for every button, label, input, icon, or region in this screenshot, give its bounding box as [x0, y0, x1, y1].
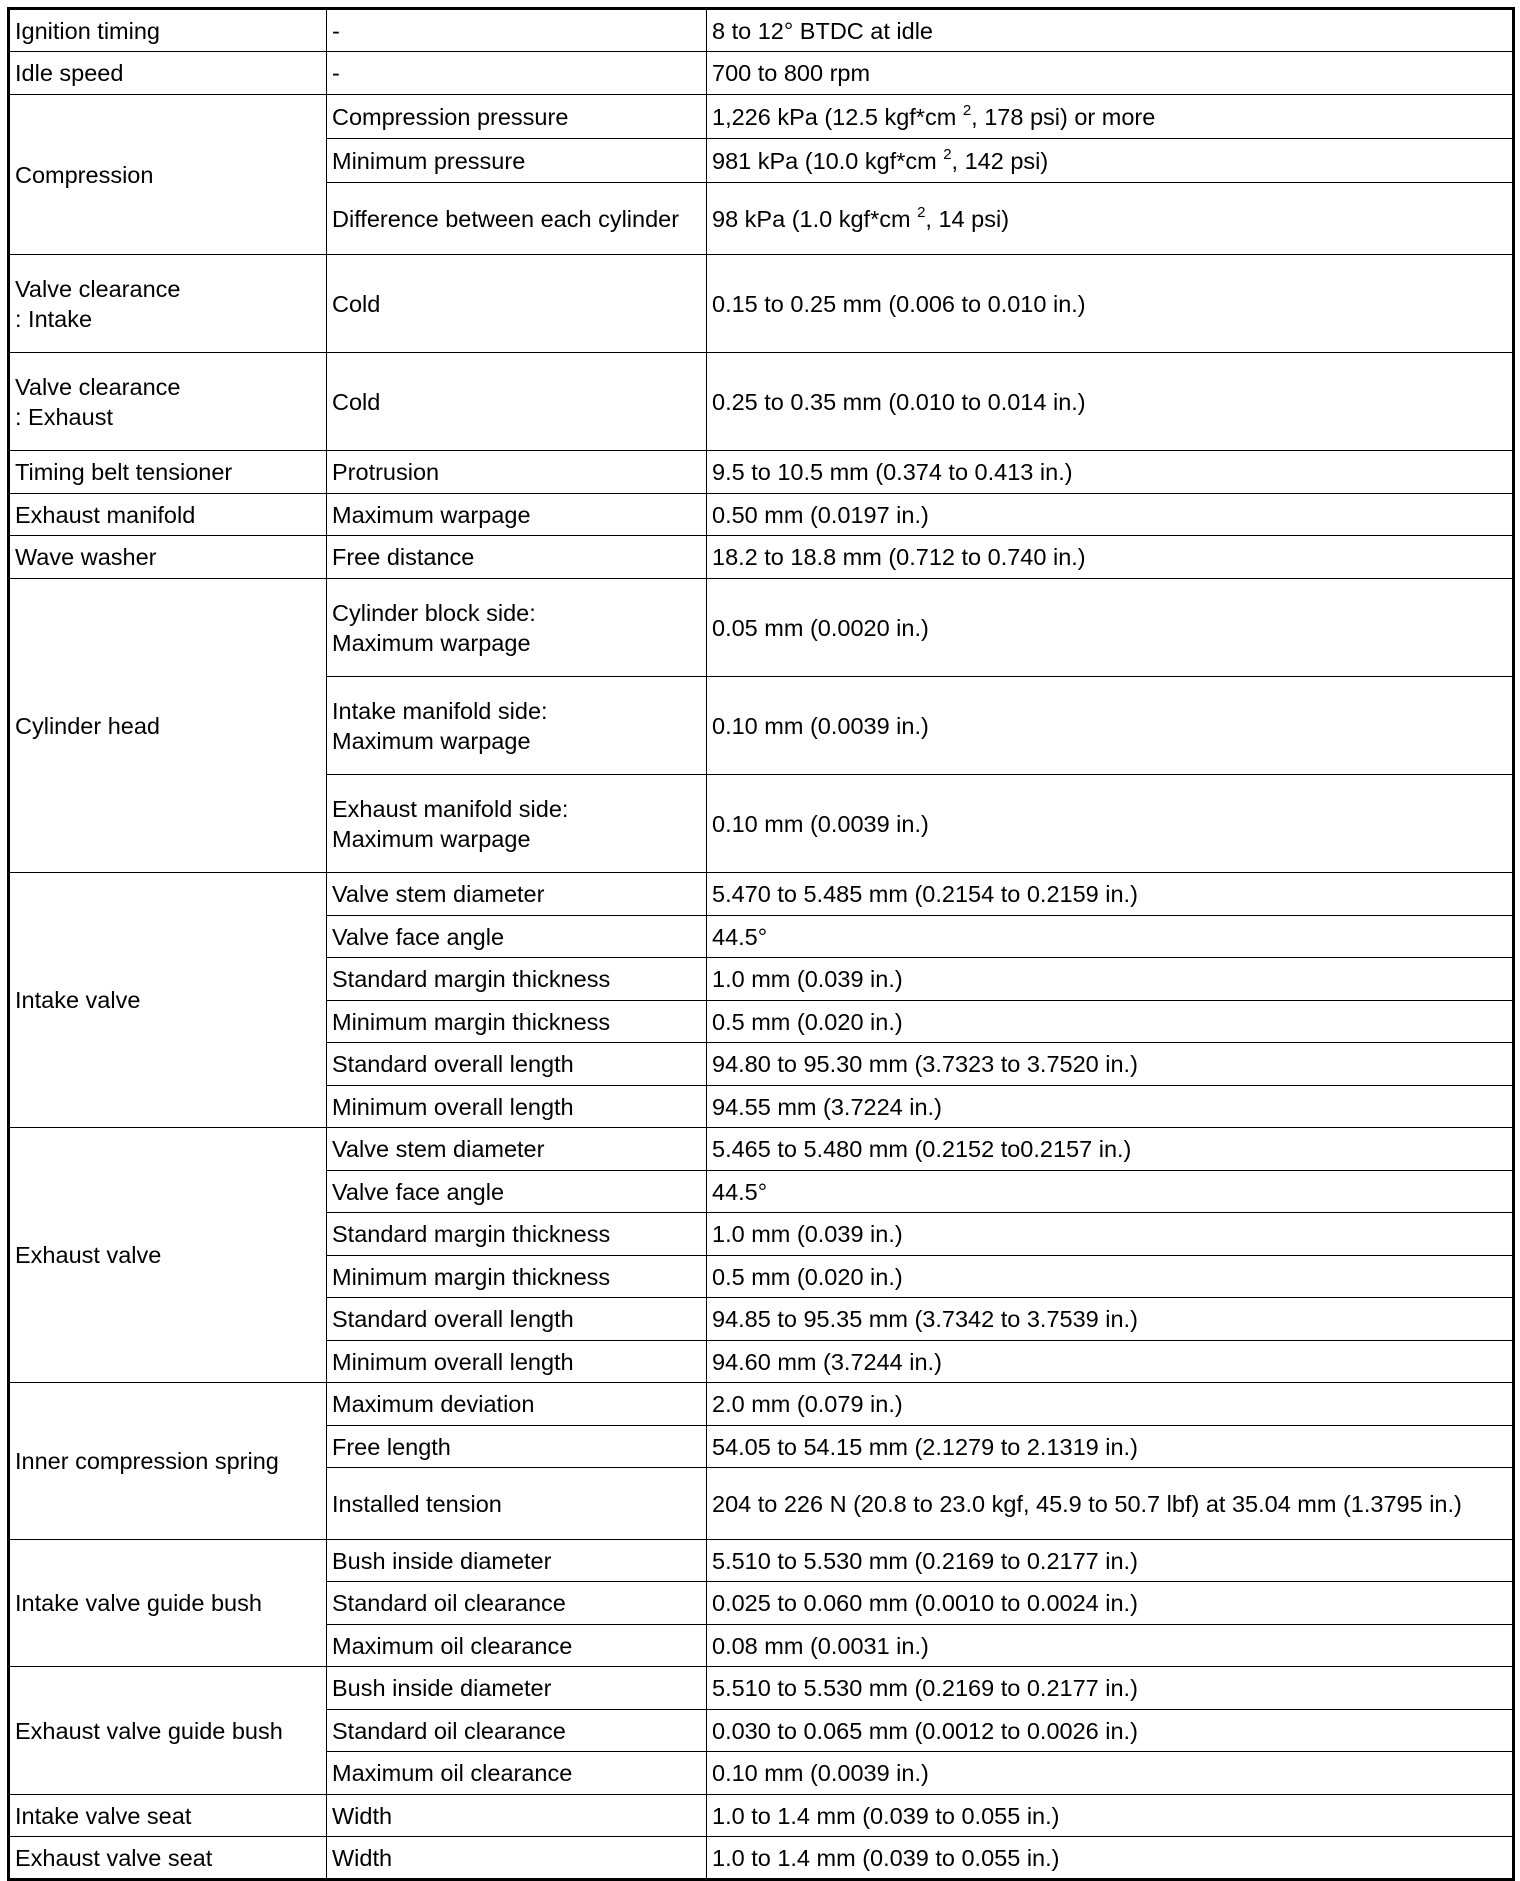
item-cell: Intake valve guide bush	[9, 1540, 327, 1667]
value-cell: 8 to 12° BTDC at idle	[707, 9, 1514, 52]
sub-item-cell: Cold	[327, 255, 707, 353]
sub-item-cell: Width	[327, 1837, 707, 1880]
sub-line: Maximum warpage	[332, 825, 531, 852]
item-cell: Exhaust valve seat	[9, 1837, 327, 1880]
sub-item-cell: Standard oil clearance	[327, 1582, 707, 1625]
value-cell: 1.0 to 1.4 mm (0.039 to 0.055 in.)	[707, 1795, 1514, 1837]
table-row	[9, 451, 1514, 494]
item-line: : Exhaust	[15, 403, 113, 430]
sub-item-cell: Valve face angle	[327, 1171, 707, 1213]
sub-line: Intake manifold side:	[332, 697, 548, 724]
sub-item-cell: Free distance	[327, 536, 707, 579]
table-row	[9, 353, 1514, 451]
item-cell: Exhaust valve	[9, 1128, 327, 1383]
sub-line: Exhaust manifold side:	[332, 795, 569, 822]
superscript: 2	[917, 203, 926, 221]
value-cell: 700 to 800 rpm	[707, 52, 1514, 95]
value-cell: 1.0 mm (0.039 in.)	[707, 1213, 1514, 1256]
sub-line: Maximum warpage	[332, 629, 531, 656]
sub-item-cell: Bush inside diameter	[327, 1667, 707, 1710]
value-cell: 44.5°	[707, 916, 1514, 958]
table-row	[9, 52, 1514, 95]
sub-item-cell: Valve stem diameter	[327, 1128, 707, 1171]
value-cell	[707, 95, 1514, 139]
value-cell: 5.470 to 5.485 mm (0.2154 to 0.2159 in.)	[707, 873, 1514, 916]
value-text: , 142 psi)	[951, 147, 1049, 174]
item-cell: Cylinder head	[9, 579, 327, 873]
table-row	[9, 95, 1514, 139]
value-cell: 5.510 to 5.530 mm (0.2169 to 0.2177 in.)	[707, 1667, 1514, 1710]
item-line: : Intake	[15, 305, 93, 332]
value-cell: 0.030 to 0.065 mm (0.0012 to 0.0026 in.)	[707, 1710, 1514, 1752]
value-cell: 0.5 mm (0.020 in.)	[707, 1001, 1514, 1043]
item-cell: Timing belt tensioner	[9, 451, 327, 494]
value-cell: 5.465 to 5.480 mm (0.2152 to0.2157 in.)	[707, 1128, 1514, 1171]
value-cell: 204 to 226 N (20.8 to 23.0 kgf, 45.9 to 50.7 lbf) at 35.04 mm (1.3795 in.)	[707, 1468, 1514, 1540]
sub-item-cell: Standard overall length	[327, 1298, 707, 1341]
sub-item-cell	[327, 677, 707, 775]
sub-item-cell: Compression pressure	[327, 95, 707, 139]
item-cell: Wave washer	[9, 536, 327, 579]
value-cell: 54.05 to 54.15 mm (2.1279 to 2.1319 in.)	[707, 1426, 1514, 1468]
sub-item-cell: Valve face angle	[327, 916, 707, 958]
item-cell: Compression	[9, 95, 327, 255]
value-cell: 44.5°	[707, 1171, 1514, 1213]
value-text: 1,226 kPa (12.5 kgf*cm	[712, 103, 963, 130]
sub-item-cell: Maximum warpage	[327, 494, 707, 536]
sub-item-cell: Width	[327, 1795, 707, 1837]
value-cell: 1.0 to 1.4 mm (0.039 to 0.055 in.)	[707, 1837, 1514, 1880]
table-row	[9, 9, 1514, 52]
item-line: Valve clearance	[15, 373, 181, 400]
sub-item-cell: Maximum oil clearance	[327, 1625, 707, 1667]
value-cell: 0.05 mm (0.0020 in.)	[707, 579, 1514, 677]
value-text: , 178 psi) or more	[971, 103, 1156, 130]
table-row	[9, 1795, 1514, 1837]
value-cell: 0.25 to 0.35 mm (0.010 to 0.014 in.)	[707, 353, 1514, 451]
table-row	[9, 1383, 1514, 1426]
item-cell: Idle speed	[9, 52, 327, 95]
item-cell	[9, 353, 327, 451]
sub-item-cell: Free length	[327, 1426, 707, 1468]
spec-table	[7, 7, 1515, 1881]
value-cell: 0.025 to 0.060 mm (0.0010 to 0.0024 in.)	[707, 1582, 1514, 1625]
sub-item-cell: Protrusion	[327, 451, 707, 494]
sub-line: Maximum warpage	[332, 727, 531, 754]
sub-item-cell: Standard overall length	[327, 1043, 707, 1086]
value-cell: 94.85 to 95.35 mm (3.7342 to 3.7539 in.)	[707, 1298, 1514, 1341]
table-row	[9, 579, 1514, 677]
value-text: 98 kPa (1.0 kgf*cm	[712, 205, 918, 232]
item-cell: Intake valve seat	[9, 1795, 327, 1837]
superscript: 2	[943, 145, 952, 163]
table-row	[9, 536, 1514, 579]
value-cell: 5.510 to 5.530 mm (0.2169 to 0.2177 in.)	[707, 1540, 1514, 1582]
sub-item-cell	[327, 579, 707, 677]
sub-item-cell: Maximum deviation	[327, 1383, 707, 1426]
value-cell: 0.10 mm (0.0039 in.)	[707, 677, 1514, 775]
value-cell: 94.80 to 95.30 mm (3.7323 to 3.7520 in.)	[707, 1043, 1514, 1086]
table-row	[9, 1837, 1514, 1880]
sub-item-cell: Bush inside diameter	[327, 1540, 707, 1582]
sub-item-cell: Minimum overall length	[327, 1341, 707, 1383]
sub-item-cell: Installed tension	[327, 1468, 707, 1540]
sub-item-cell: Valve stem diameter	[327, 873, 707, 916]
sub-item-cell: Minimum overall length	[327, 1086, 707, 1128]
item-cell	[9, 255, 327, 353]
value-cell: 2.0 mm (0.079 in.)	[707, 1383, 1514, 1426]
sub-item-cell: Standard margin thickness	[327, 1213, 707, 1256]
sub-item-cell: Minimum pressure	[327, 139, 707, 183]
value-cell: 0.10 mm (0.0039 in.)	[707, 1752, 1514, 1795]
item-cell: Inner compression spring	[9, 1383, 327, 1540]
sub-line: Cylinder block side:	[332, 599, 536, 626]
value-cell: 0.50 mm (0.0197 in.)	[707, 494, 1514, 536]
value-cell: 94.60 mm (3.7244 in.)	[707, 1341, 1514, 1383]
value-cell: 9.5 to 10.5 mm (0.374 to 0.413 in.)	[707, 451, 1514, 494]
value-cell: 18.2 to 18.8 mm (0.712 to 0.740 in.)	[707, 536, 1514, 579]
table-row	[9, 255, 1514, 353]
sub-item-cell: -	[327, 52, 707, 95]
value-text: , 14 psi)	[925, 205, 1010, 232]
table-row	[9, 494, 1514, 536]
sub-item-cell: Minimum margin thickness	[327, 1256, 707, 1298]
sub-item-cell	[327, 775, 707, 873]
item-cell: Intake valve	[9, 873, 327, 1128]
sub-item-cell: Cold	[327, 353, 707, 451]
value-cell: 0.5 mm (0.020 in.)	[707, 1256, 1514, 1298]
value-cell: 94.55 mm (3.7224 in.)	[707, 1086, 1514, 1128]
sub-item-cell: Standard margin thickness	[327, 958, 707, 1001]
sub-item-cell: -	[327, 9, 707, 52]
value-cell	[707, 183, 1514, 255]
value-cell: 0.10 mm (0.0039 in.)	[707, 775, 1514, 873]
spec-table-container	[7, 7, 1515, 1881]
item-cell: Exhaust manifold	[9, 494, 327, 536]
item-line: Valve clearance	[15, 275, 181, 302]
table-row	[9, 1540, 1514, 1582]
sub-item-cell: Difference between each cylinder	[327, 183, 707, 255]
sub-item-cell: Standard oil clearance	[327, 1710, 707, 1752]
value-cell: 0.15 to 0.25 mm (0.006 to 0.010 in.)	[707, 255, 1514, 353]
value-cell: 1.0 mm (0.039 in.)	[707, 958, 1514, 1001]
item-cell: Ignition timing	[9, 9, 327, 52]
superscript: 2	[962, 101, 972, 119]
sub-item-cell: Minimum margin thickness	[327, 1001, 707, 1043]
table-row	[9, 873, 1514, 916]
table-row	[9, 1128, 1514, 1171]
table-row	[9, 1667, 1514, 1710]
value-text: 981 kPa (10.0 kgf*cm	[712, 147, 944, 174]
value-cell: 0.08 mm (0.0031 in.)	[707, 1625, 1514, 1667]
sub-item-cell: Maximum oil clearance	[327, 1752, 707, 1795]
item-cell: Exhaust valve guide bush	[9, 1667, 327, 1795]
value-cell	[707, 139, 1514, 183]
